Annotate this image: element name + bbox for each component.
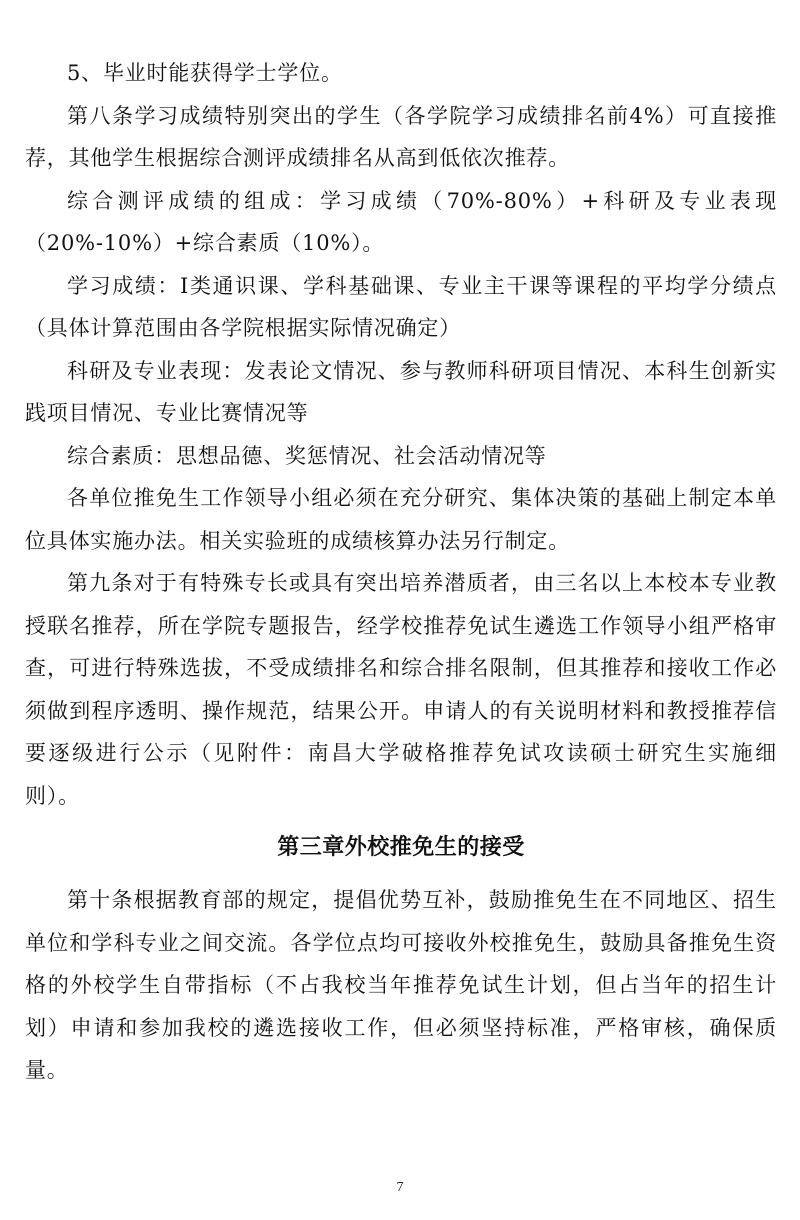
research-performance-definition: 科研及专业表现：发表论文情况、参与教师科研项目情况、本科生创新实践项目情况、专业比赛情况等 [25, 358, 777, 425]
article-8-paragraph: 第八条学习成绩特别突出的学生（各学院学习成绩排名前4%）可直接推荐，其他学生根据综合测评成绩排名从高到低依次推荐。 [25, 103, 777, 170]
implementation-rules-paragraph: 各单位推免生工作领导小组必须在充分研究、集体决策的基础上制定本单位具体实施办法。相关实验班的成绩核算办法另行制定。 [25, 486, 777, 553]
article-9-paragraph: 第九条对于有特殊专长或具有突出培养潜质者，由三名以上本校本专业教授联名推荐，所在学院专题报告，经学校推荐免试生遴选工作领导小组严格审查，可进行特殊选拔，不受成绩排名和综合排名限制，但其推荐和接收工作必须做到程序透明、操作规范，结果公开。申请人的有关说明材料和教授推荐信要逐级进行公示（见附件：南昌大学破格推荐免试攻读硕士研究生实施细则）。 [25, 571, 777, 808]
paragraph-item-5: 5、毕业时能获得学士学位。 [67, 61, 343, 85]
document-body [25, 52, 777, 1092]
academic-performance-definition: 学习成绩：Ⅰ类通识课、学科基础课、专业主干课等课程的平均学分绩点（具体计算范围由各学院根据实际情况确定） [25, 273, 777, 340]
article-10-paragraph: 第十条根据教育部的规定，提倡优势互补，鼓励推免生在不同地区、招生单位和学科专业之间交流。各学位点均可接收外校推免生，鼓励具备推免生资格的外校学生自带指标（不占我校当年推荐免试生计划，但占当年的招生计划）申请和参加我校的遴选接收工作，但必须坚持标准，严格审核，确保质量。 [25, 888, 777, 1082]
overall-quality-definition: 综合素质：思想品德、奖惩情况、社会活动情况等 [67, 443, 547, 468]
page-number: 7 [396, 1180, 404, 1195]
comprehensive-score-composition: 综合测评成绩的组成：学习成绩（70%-80%）+科研及专业表现（20%-10%）+综合素质（10%）。 [25, 188, 777, 255]
chapter-heading: 第三章外校推免生的接受 [277, 835, 525, 860]
